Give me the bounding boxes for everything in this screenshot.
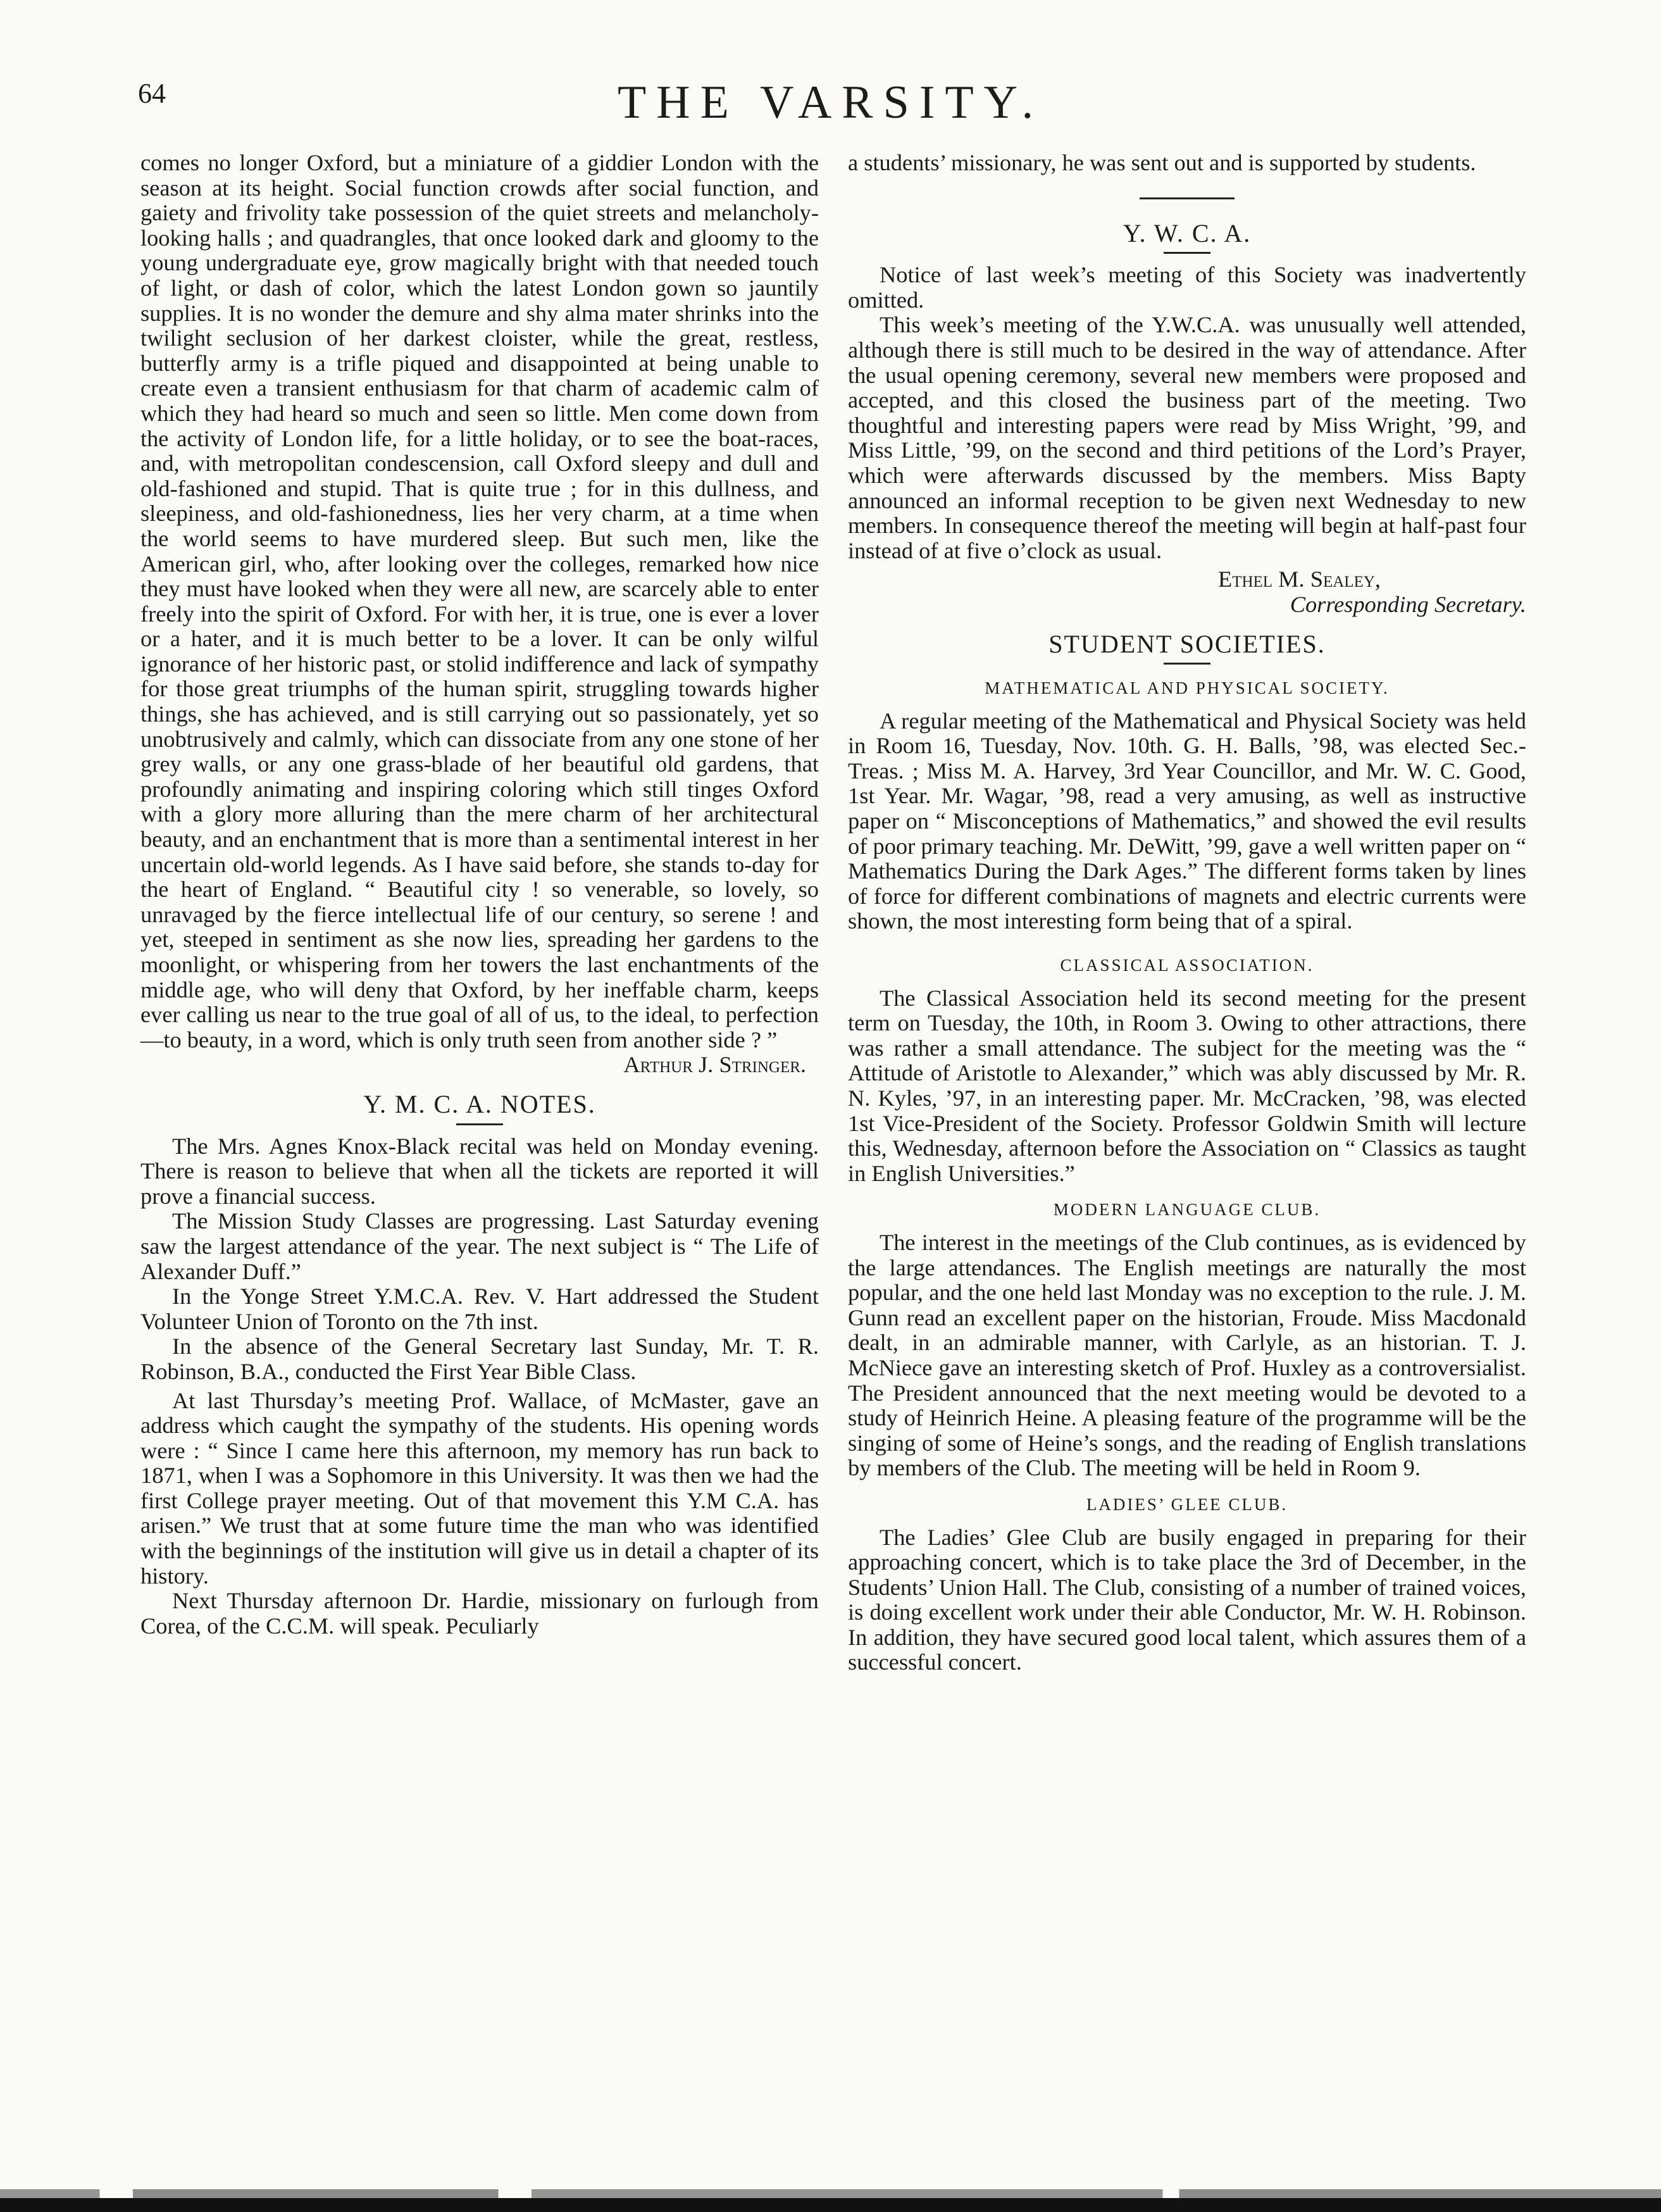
math-society-heading: MATHEMATICAL AND PHYSICAL SOCIETY.	[985, 678, 1390, 698]
ymca-paragraph: In the absence of the General Secretary last Sunday, Mr. T. R. Robinson, B.A., conducted the First Year Bible Class.	[140, 1334, 819, 1384]
right-column	[848, 151, 1526, 1675]
heading-rule	[456, 1123, 503, 1125]
ywca-heading: Y. W. C. A.	[1123, 218, 1252, 247]
signature-title: Corresponding Secretary.	[1290, 591, 1526, 617]
essay-signature	[140, 1053, 819, 1078]
section-divider	[1140, 197, 1235, 199]
modern-language-heading: MODERN LANGUAGE CLUB.	[1053, 1200, 1321, 1220]
student-societies-heading: STUDENT SOCIETIES.	[1048, 629, 1326, 658]
ymca-paragraph: At last Thursday’s meeting Prof. Wallace, of McMaster, gave an address which caught the sympathy of the students. His opening words were : “ Since I came here this afternoon, my memory has run back to 1871, when I was a Sophomore in this University. It was then we had the first College prayer meeting. Out of that movement this Y.M C.A. has arisen.” We trust that at some future time the man who was identified with the beginnings of the institution will give us in detail a chapter of its history.	[140, 1387, 819, 1589]
essay-paragraph: comes no longer Oxford, but a miniature of a giddier London with the season at its height. Social function crowds after social function, and gaiety and frivolity take possession of the quiet streets and melancholy-looking halls ; and quadrangles, that once looked dark and gloomy to the young undergraduate eye, grow magically bright with that needed touch of light, or dash of color, which the latest London gown so jauntily supplies. It is no wonder the demure and shy alma mater shrinks into the twilight seclusion of her darkest cloister, while the great, restless, butterfly army is a trifle piqued and disappointed at being unable to create even a transient enthusiasm for that charm of academic calm of which they had heard so much and seen so little. Men come down from the activity of London life, for a little holiday, or to see the boat-races, and, with metropolitan condescension, call Oxford sleepy and dull and old-fashioned and stupid. That is quite true ; for in this dullness, and sleepiness, and old-fashionedness, lies her very charm, at a time when the world seems to have murdered sleep. But such men, like the American girl, who, after looking over the colleges, remarked how nice they must have looked when they were all new, are scarcely able to enter freely into the spirit of Oxford. For with her, it is true, one is ever a lover or a hater, and it is much better to be a lover. It can be only wilful ignorance of her historic past, or stolid indifference and lack of sympathy for those great triumphs of the human spirit, struggling towards higher things, she has achieved, and is still carrying out so passionately, yet so unobtrusively and calmly, which can dissociate from any one stone of her grey walls, or any one grass-blade of her beautiful old gardens, that profoundly animating and inspiring coloring which still tinges Oxford with a glory more alluring than the mere charm of her architectural beauty, and an enchantment that is more than a sentimental interest in her uncertain old-world legends. As I have said before, she stands to-day for the heart of England. “ Beautiful city ! so venerable, so lovely, so unravaged by the fierce intellectual life of our century, so serene ! and yet, steeped in sentiment as she now lies, spreading her gardens to the moonlight, or whispering from her towers the last enchantments of the middle age, who will deny that Oxford, by her ineffable charm, keeps ever calling us near to the true goal of all of us, to the ideal, to perfection—to beauty, in a word, which is only truth seen from another side ? ”	[140, 150, 819, 1053]
scan-bottom-edge	[0, 2198, 1661, 2212]
ywca-paragraph: Notice of last week’s meeting of this Society was inadvertently omitted.	[848, 262, 1526, 313]
continuation-paragraph: a students’ missionary, he was sent out and is supported by students.	[848, 150, 1476, 175]
ymca-paragraph: The Mission Study Classes are progressing. Last Saturday evening saw the largest attendance of the year. The next subject is “ The Life of Alexander Duff.”	[140, 1208, 819, 1284]
masthead-title: THE VARSITY.	[617, 77, 1044, 128]
left-column	[140, 151, 819, 1639]
heading-rule	[1164, 252, 1210, 254]
ymca-paragraph: In the Yonge Street Y.M.C.A. Rev. V. Hart addressed the Student Volunteer Union of Toronto on the 7th inst.	[140, 1284, 819, 1334]
page-number: 64	[138, 78, 166, 109]
glee-club-heading: LADIES’ GLEE CLUB.	[1086, 1494, 1288, 1514]
glee-club-paragraph: The Ladies’ Glee Club are busily engaged in preparing for their approaching concert, which is to take place the 3rd of December, in the Students’ Union Hall. The Club, consisting of a number of trained voices, is doing excellent work under their able Conductor, Mr. W. H. Robinson. In addition, they have secured good local talent, which assures them of a successful concert.	[848, 1524, 1526, 1675]
scan-edge-shadow	[0, 2189, 1661, 2198]
ywca-signature	[848, 567, 1526, 617]
heading-rule	[1164, 663, 1210, 665]
classical-association-paragraph: The Classical Association held its second meeting for the present term on Tuesday, the 10th, in Room 3. Owing to other attractions, there was rather a small attendance. The subject for the meeting was the “ Attitude of Aristotle to Alexander,” which was ably discussed by Mr. R. N. Kyles, ’97, in an interesting paper. Mr. McCracken, ’98, was elected 1st Vice-President of the Society. Professor Goldwin Smith will lecture this, Wednesday, afternoon before the Association on “ Classics as taught in English Universities.”	[848, 985, 1526, 1186]
ymca-heading: Y. M. C. A. NOTES.	[363, 1089, 596, 1118]
signature-name: Ethel M. Sealey,	[1217, 566, 1381, 592]
ymca-paragraph: The Mrs. Agnes Knox-Black recital was held on Monday evening. There is reason to believe that when all the tickets are reported it will prove a financial success.	[140, 1133, 819, 1209]
classical-association-heading: CLASSICAL ASSOCIATION.	[1060, 956, 1314, 975]
essay-author: Arthur J. Stringer.	[623, 1052, 806, 1078]
ymca-paragraph: Next Thursday afternoon Dr. Hardie, missionary on furlough from Corea, of the C.C.M. will speak. Peculiarly	[140, 1588, 819, 1639]
math-society-paragraph: A regular meeting of the Mathematical and Physical Society was held in Room 16, Tuesday, Nov. 10th. G. H. Balls, ’98, was elected Sec.-Treas. ; Miss M. A. Harvey, 3rd Year Councillor, and Mr. W. C. Good, 1st Year. Mr. Wagar, ’98, read a very amusing, as well as instructive paper on “ Misconceptions of Mathematics,” and showed the evil results of poor primary teaching. Mr. DeWitt, ’99, gave a well written paper on “ Mathematics During the Dark Ages.” The different forms taken by lines of force for different combinations of magnets and electric currents were shown, the most interesting form being that of a spiral.	[848, 708, 1526, 934]
modern-language-paragraph: The interest in the meetings of the Club continues, as is evidenced by the large attendances. The English meetings are naturally the most popular, and the one held last Monday was no exception to the rule. J. M. Gunn read an excellent paper on the historian, Froude. Miss Macdonald dealt, in an admirable manner, with Carlyle, as an historian. T. J. McNiece gave an interesting sketch of Prof. Huxley as a controversialist. The President announced that the next meeting would be devoted to a study of Heinrich Heine. A pleasing feature of the programme will be the singing of some of Heine’s songs, and the reading of English translations by members of the Club. The meeting will be held in Room 9.	[848, 1229, 1526, 1481]
ywca-paragraph: This week’s meeting of the Y.W.C.A. was unusually well attended, although there is still much to be desired in the way of attendance. After the usual opening ceremony, several new members were proposed and accepted, and this closed the business part of the meeting. Two thoughtful and interesting papers were read by Miss Wright, ’99, and Miss Little, ’99, on the second and third petitions of the Lord’s Prayer, which were afterwards discussed by the members. Miss Bapty announced an informal reception to be given next Wednesday to new members. In consequence thereof the meeting will begin at half-past four instead of at five o’clock as usual.	[848, 312, 1526, 563]
